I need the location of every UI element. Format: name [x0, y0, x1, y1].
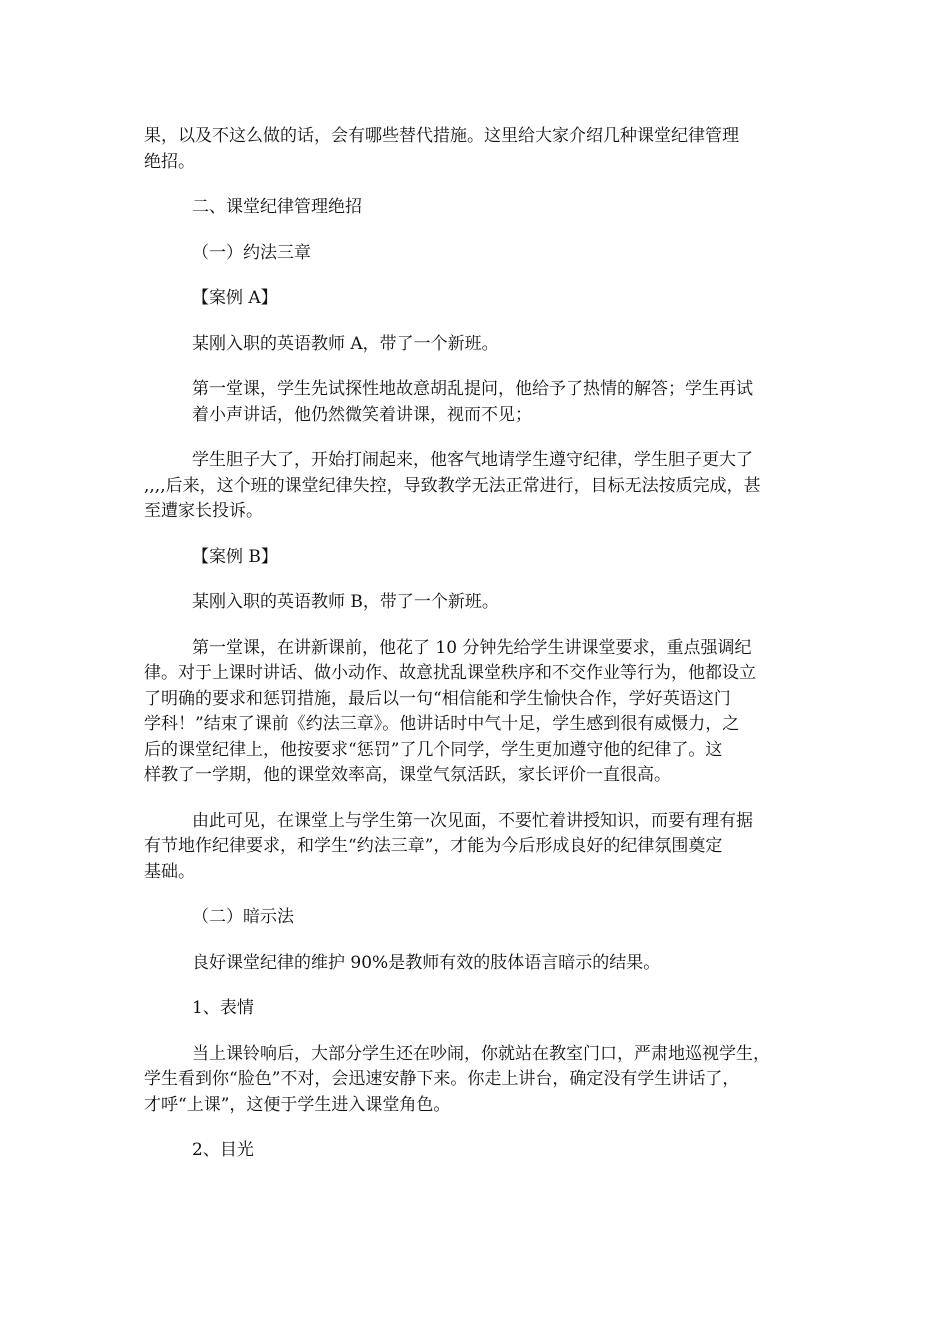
- subsection-heading: （二）暗示法: [192, 907, 294, 927]
- text-line: 后的课堂纪律上，他按要求“惩罚”了几个同学，学生更加遵守他的纪律了。这: [144, 739, 723, 760]
- text-line: 有节地作纪律要求，和学生“约法三章”，才能为今后形成良好的纪律氛围奠定: [144, 836, 723, 856]
- text-line: 学生胆子大了，开始打闹起来，他客气地请学生遵守纪律，学生胆子更大了: [192, 450, 753, 470]
- text-line: 律。对于上课时讲话、做小动作、故意扰乱课堂秩序和不交作业等行为，他都设立: [144, 663, 756, 683]
- numbered-heading: 1、表情: [192, 998, 254, 1018]
- paragraph: [144, 377, 812, 428]
- text-line: 着小声讲话，他仍然微笑着讲课，视而不见；: [192, 404, 532, 425]
- case-intro: 某刚入职的英语教师 B，带了一个新班。: [192, 592, 499, 612]
- text-line: 才呼“上课”，这便于学生进入课堂角色。: [144, 1094, 451, 1115]
- text-line: 学生看到你“脸色”不对，会迅速安静下来。你走上讲台，确定没有学生讲话了，: [144, 1069, 740, 1089]
- text-line: 由此可见，在课堂上与学生第一次见面，不要忙着讲授知识，而要有理有据: [192, 810, 753, 831]
- text-line: 绝招。: [144, 151, 195, 172]
- text-line: 果，以及不这么做的话，会有哪些替代措施。这里给大家介绍几种课堂纪律管理: [144, 126, 739, 146]
- text-line: 至遭家长投诉。: [144, 501, 263, 521]
- case-intro: 某刚入职的英语教师 A，带了一个新班。: [192, 333, 499, 354]
- case-label: 【案例 A】: [192, 288, 278, 308]
- text-line: ,,,,后来，这个班的课堂纪律失控，导致教学无法正常进行，目标无法按质完成，甚: [144, 475, 761, 496]
- text-line: 样教了一学期，他的课堂效率高，课堂气氛活跃，家长评价一直很高。: [144, 765, 671, 785]
- text-line: 当上课铃响后，大部分学生还在吵闹，你就站在教室门口，严肃地巡视学生，: [192, 1043, 770, 1064]
- subsection-heading: （一）约法三章: [192, 242, 311, 263]
- section-heading: 二、课堂纪律管理绝招: [192, 197, 362, 217]
- text-line: 第一堂课，学生先试探性地故意胡乱提问，他给予了热情的解答；学生再试: [192, 379, 753, 399]
- case-label: 【案例 B】: [192, 546, 278, 567]
- text-line: 第一堂课，在讲新课前，他花了 10 分钟先给学生讲课堂要求，重点强调纪: [192, 637, 752, 658]
- paragraph-single-line: 良好课堂纪律的维护 90%是教师有效的肢体语言暗示的结果。: [192, 952, 661, 973]
- text-line: 了明确的要求和惩罚措施，最后以一句“相信能和学生愉快合作，学好英语这门: [144, 688, 731, 709]
- paragraph: [144, 636, 812, 789]
- paragraph: [144, 124, 812, 175]
- paragraph: [144, 1042, 812, 1119]
- text-line: 学科！”结束了课前《约法三章》。他讲话时中气十足，学生感到很有威慑力，之: [144, 714, 740, 734]
- numbered-heading: 2、目光: [192, 1140, 254, 1160]
- document-page: [144, 124, 812, 1184]
- text-line: 基础。: [144, 861, 195, 882]
- paragraph: [144, 448, 812, 525]
- paragraph: [144, 809, 812, 886]
